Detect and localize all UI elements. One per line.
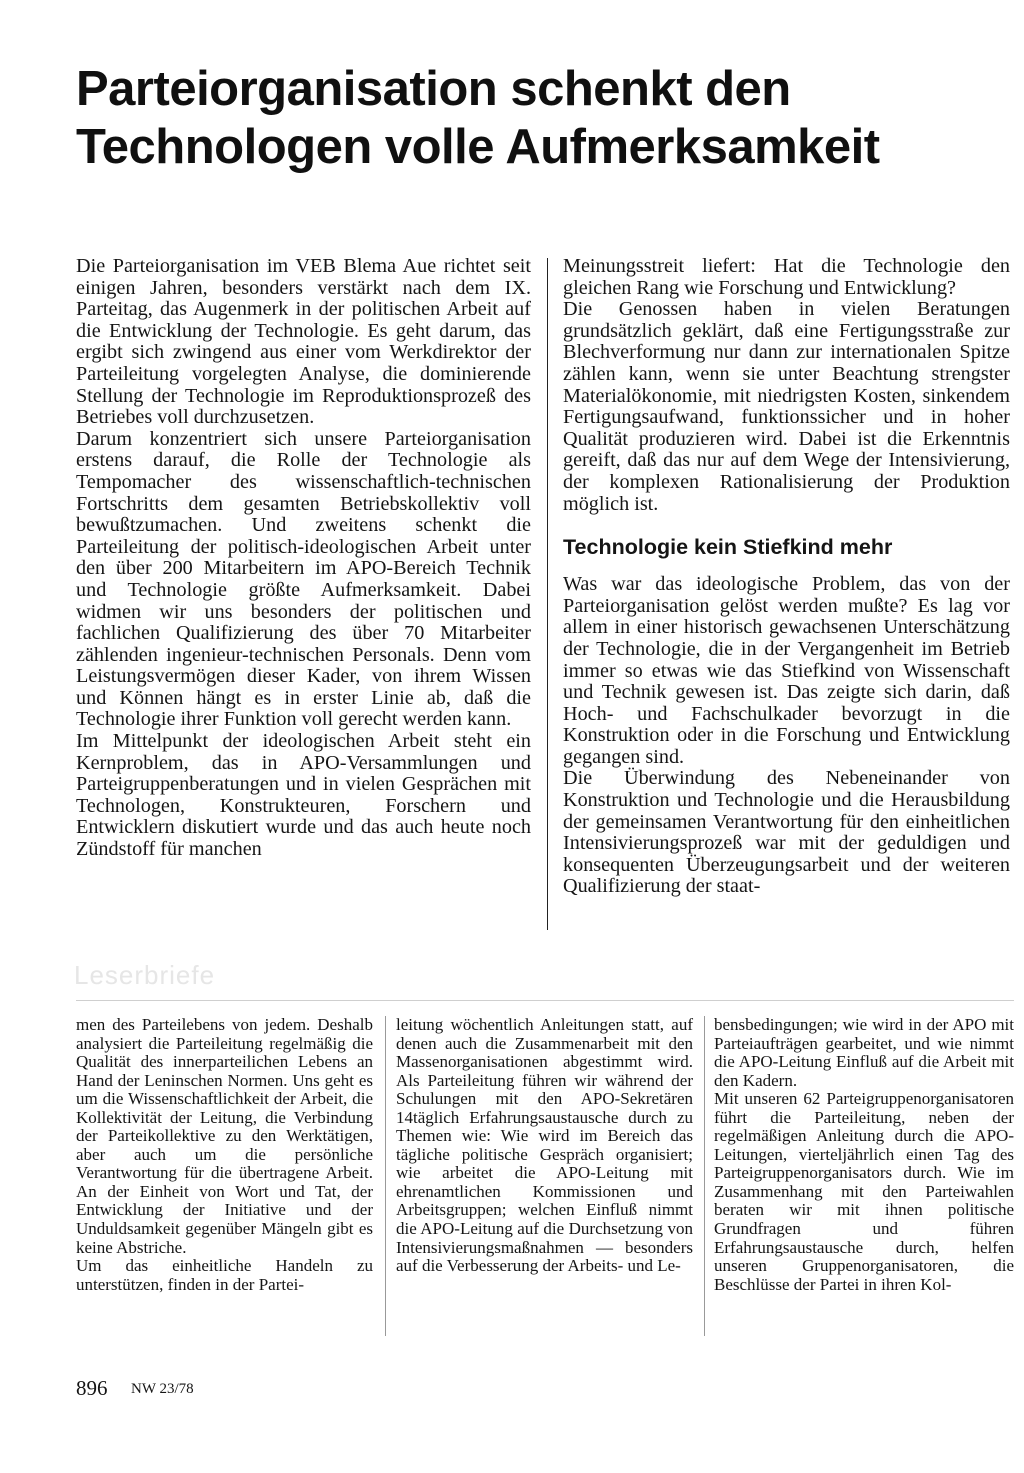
page-number: 896 [76, 1376, 108, 1400]
issue-label: NW 23/78 [131, 1381, 194, 1397]
article-paragraph: Im Mittelpunkt der ideologischen Arbeit steht ein Kernproblem, das in APO-Versammlungen und Parteigruppenberatungen und in vielen Gesprächen mit Technologen, Konstrukteuren, Forschern und Entwicklern diskutiert wurde und das auch heute noch Zündstoff für manchen [76, 730, 531, 861]
article-column-right [563, 256, 1010, 898]
column-divider [547, 258, 548, 930]
letters-paragraph: men des Parteilebens von jedem. Deshalb analysiert die Parteileitung regelmäßig die Qualität des innerparteilichen Lebens an Hand der Leninschen Normen. Uns geht es um die Wissenschaftlichkeit der Arbeit, die Kollektivität der Leitung, die Verbindung der Parteikollektive zu den Werktätigen, aber auch um die persönliche Verantwortung für die übertragene Arbeit. An der Einheit von Wort und Tat, der Entwicklung der Initiative und der Unduldsamkeit gegenüber Mängeln gibt es keine Abstriche. [76, 1015, 373, 1257]
article-paragraph: Die Parteiorganisation im VEB Blema Aue richtet seit einigen Jahren, besonders verstärkt nach dem IX. Parteitag, das Augenmerk in der politischen Arbeit auf die Entwicklung der Technologie. Es geht darum, das ergibt sich zwingend aus einer vom Werkdirektor der Parteileitung vorgelegten Analyse, die dominierende Stellung der Technologie im Reproduktionsprozeß des Betriebes voll durchzusetzen. [76, 255, 531, 429]
column-divider [385, 1016, 386, 1336]
article-paragraph: Meinungsstreit liefert: Hat die Technologie den gleichen Rang wie Forschung und Entwicklung? [563, 255, 1010, 299]
article-paragraph: Darum konzentriert sich unsere Parteiorganisation erstens darauf, die Rolle der Technologie als Tempomacher des wissenschaftlich-technischen Fortschritts dem gesamten Betriebskollektiv voll bewußtzumachen. Und zweitens schenkt die Parteileitung der politisch-ideologischen Arbeit unter den über 200 Mitarbeitern im APO-Bereich Technik und Technologie größte Aufmerksamkeit. Dabei widmen wir uns besonders der politischen und fachlichen Qualifizierung des über 70 Mitarbeiter zählenden ingenieur-technischen Personals. Denn vom Leistungsvermögen dieser Kader, von ihrem Wissen und Können hängt es in erster Linie ab, daß die Technologie ihrer Funktion voll gerecht werden kann. [76, 427, 531, 731]
article-paragraph: Die Genossen haben in vielen Beratungen grundsätzlich geklärt, daß eine Fertigungsstraße zur Blechverformung nur dann zur internationalen Spitze zählen kann, wenn sie unter Beachtung strengster Materialökonomie, mit niedrigsten Kosten, sinkendem Fertigungsaufwand, funktionssicher und in hoher Qualität produzieren wird. Dabei ist die Erkenntnis gereift, daß das nur auf dem Wege der Intensivierung, der komplexen Rationalisierung der Produktion möglich ist. [563, 298, 1010, 515]
article-subheading: Technologie kein Stiefkind mehr [563, 535, 893, 560]
headline [76, 60, 1016, 176]
letters-paragraph: Um das einheitliche Handeln zu unterstützen, finden in der Partei- [76, 1256, 373, 1294]
letters-paragraph: Mit unseren 62 Parteigruppenorganisatoren führt die Parteileitung, neben der regelmäßigen Anleitung durch die APO-Leitungen, vierteljährlich einen Tag des Parteigruppenorganisators durch. Wie im Zusammenhang mit den Parteiwahlen beraten wir mit ihnen politische Grundfragen und führen Erfahrungsaustausche durch, helfen unseren Gruppenorganisatoren, die Beschlüsse der Partei in ihren Kol- [714, 1089, 1014, 1294]
letters-paragraph: bensbedingungen; wie wird in der APO mit Parteiaufträgen gearbeitet, und wie nimmt die APO-Leitung Einfluß auf die Arbeit mit den Kadern. [714, 1015, 1014, 1090]
headline-line-1: Parteiorganisation schenkt den [76, 62, 791, 116]
letters-column-2 [396, 1016, 693, 1276]
letters-paragraph: leitung wöchentlich Anleitungen statt, auf denen auch die Zusammenarbeit mit den Massenorganisationen abgestimmt wird. Als Parteileitung führen wir während der Schulungen mit den APO-Sekretären 14täglich Erfahrungsaustausche durch zu Themen wie: Wie wird im Bereich das tägliche politische Gespräch organisiert; wie arbeitet die APO-Leitung mit ehrenamtlichen Kommissionen und Arbeitsgruppen; welchen Einfluß nimmt die APO-Leitung auf die Durchsetzung von Intensivierungsmaßnahmen — besonders auf die Verbesserung der Arbeits- und Le- [396, 1015, 693, 1276]
letters-column-3 [714, 1016, 1014, 1294]
article-paragraph: Was war das ideologische Problem, das von der Parteiorganisation gelöst werden mußte? Es lag vor allem in einer historisch gewachsenen Unterschätzung der Technologie, die in der Vergangenheit im Betrieb immer so etwas wie das Stiefkind von Wissenschaft und Technik gewesen ist. Das zeigte sich darin, daß Hoch- und Fachschulkader bevorzugt in die Konstruktion oder in die Forschung und Entwicklung gegangen sind. [563, 573, 1010, 768]
article-paragraph: Die Überwindung des Nebeneinander von Konstruktion und Technologie und die Herausbildung der gemeinsamen Verantwortung für den einheitlichen Intensivierungsprozeß war mit der geduldigen und konsequenten Überzeugungsarbeit und der weiteren Qualifizierung der staat- [563, 767, 1010, 898]
letters-column-1 [76, 1016, 373, 1294]
article-column-left [76, 256, 531, 861]
headline-line-2: Technologen volle Aufmerksamkeit [76, 120, 880, 174]
section-divider [76, 1000, 1014, 1001]
column-divider [704, 1016, 705, 1336]
section-label: Leserbriefe [74, 960, 216, 990]
